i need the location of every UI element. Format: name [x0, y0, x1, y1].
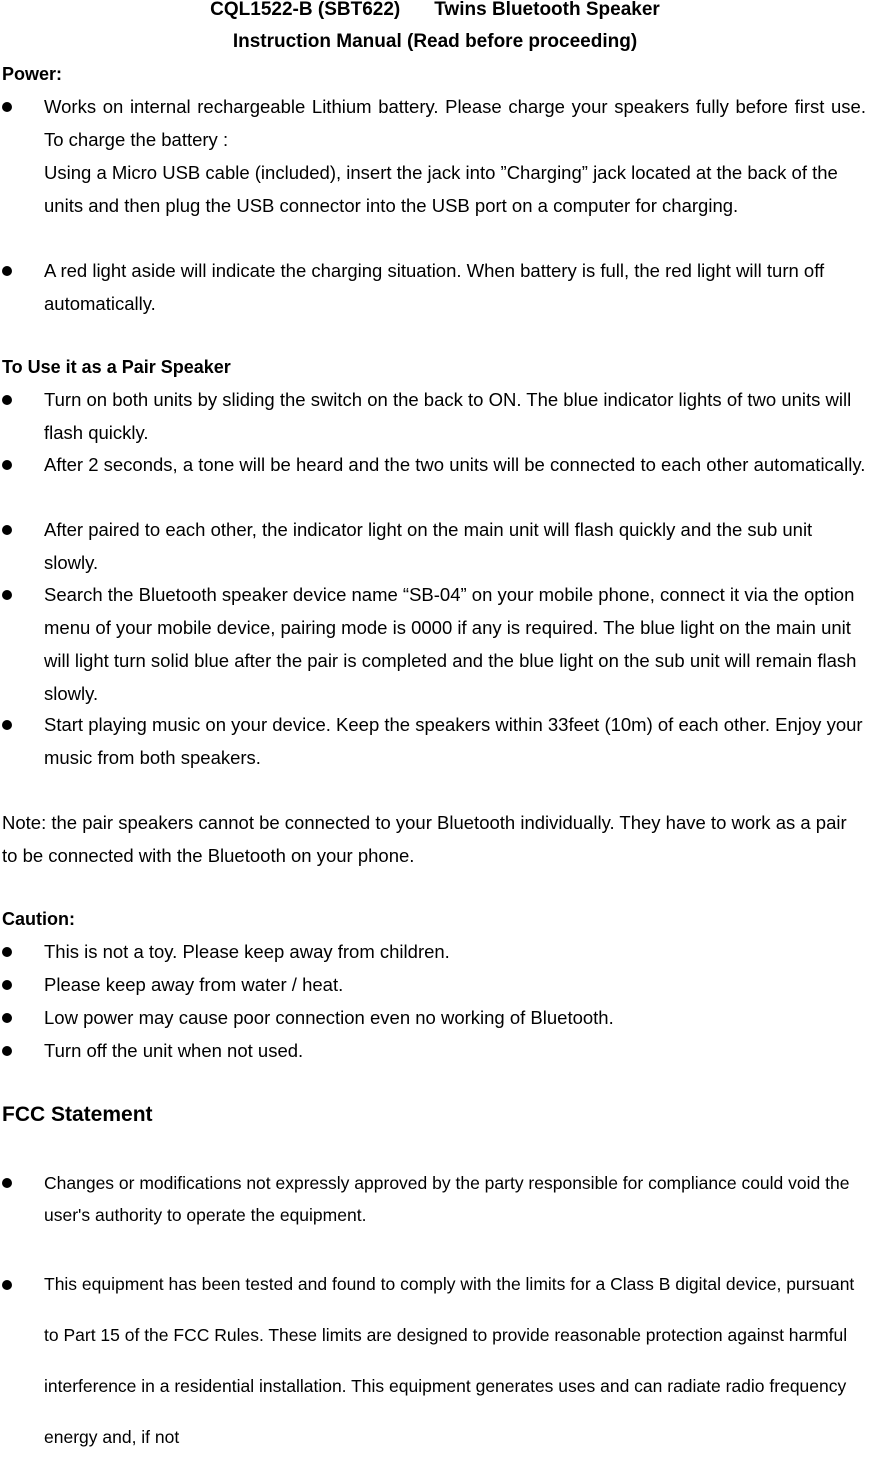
- list-item-text: A red light aside will indicate the charging situation. When battery is full, the red light will turn off automatically.: [44, 260, 825, 314]
- list-item-text: Changes or modifications not expressly approved by the party responsible for compliance could void the user's authority to operate the equipment.: [44, 1173, 850, 1225]
- list-item-text: After 2 seconds, a tone will be heard and the two units will be connected to each other automatically.: [44, 454, 866, 475]
- bullet-icon: [2, 590, 12, 600]
- list-item-text: Using a Micro USB cable (included), insert the jack into ”Charging” jack located at the back of the units and then plug the USB connector into the USB port on a computer for charging.: [44, 162, 838, 216]
- manual-subtitle: Instruction Manual (Read before proceeding): [232, 31, 638, 52]
- list-item-text: This is not a toy. Please keep away from children.: [44, 941, 450, 962]
- fcc-heading: FCC Statement: [2, 1103, 153, 1126]
- list-item-text: Low power may cause poor connection even no working of Bluetooth.: [44, 1007, 614, 1028]
- bullet-icon: [2, 266, 12, 276]
- power-heading: Power:: [2, 64, 63, 84]
- header-title-line: [0, 0, 870, 22]
- bullet-icon: [2, 947, 12, 957]
- list-item-text: After paired to each other, the indicator light on the main unit will flash quickly and the sub unit slowly.: [44, 519, 813, 573]
- bullet-icon: [2, 525, 12, 535]
- bullet-icon: [2, 102, 12, 112]
- pair-heading: To Use it as a Pair Speaker: [2, 357, 231, 377]
- bullet-icon: [2, 395, 12, 405]
- bullet-icon: [2, 1013, 12, 1023]
- list-item-text: Start playing music on your device. Keep the speakers within 33feet (10m) of each other. Enjoy your music from both speakers.: [44, 714, 863, 768]
- list-item-text: Works on internal rechargeable Lithium battery. Please charge your speakers fully before first use. To charge the battery :: [44, 96, 866, 150]
- bullet-icon: [2, 460, 12, 470]
- list-item-text: Turn on both units by sliding the switch on the back to ON. The blue indicator lights of two units will flash quickly.: [44, 389, 852, 443]
- bullet-icon: [2, 720, 12, 730]
- product-name: Twins Bluetooth Speaker: [434, 0, 660, 20]
- list-item-text: This equipment has been tested and found to comply with the limits for a Class B digital device, pursuant to Part 15 of the FCC Rules. These limits are designed to provide reasonable protection against harmful interference in a residential installation. This equipment generates uses and can radiate radio frequency energy and, if not: [44, 1274, 855, 1447]
- bullet-icon: [2, 1046, 12, 1056]
- note-paragraph: Note: the pair speakers cannot be connected to your Bluetooth individually. They have to work as a pair to be connected with the Bluetooth on your phone.: [2, 812, 847, 866]
- bullet-icon: [2, 980, 12, 990]
- bullet-icon: [2, 1178, 12, 1188]
- list-item-text: Search the Bluetooth speaker device name “SB-04” on your mobile phone, connect it via the option menu of your mobile device, pairing mode is 0000 if any is required. The blue light on the main unit will light turn solid blue after the pair is completed and the blue light on the sub unit will remain flash slowly.: [44, 584, 857, 704]
- caution-heading: Caution:: [2, 909, 75, 929]
- model-number: CQL1522-B (SBT622): [210, 0, 401, 20]
- list-item-text: Please keep away from water / heat.: [44, 974, 344, 995]
- bullet-icon: [2, 1280, 12, 1290]
- list-item-text: Turn off the unit when not used.: [44, 1040, 304, 1061]
